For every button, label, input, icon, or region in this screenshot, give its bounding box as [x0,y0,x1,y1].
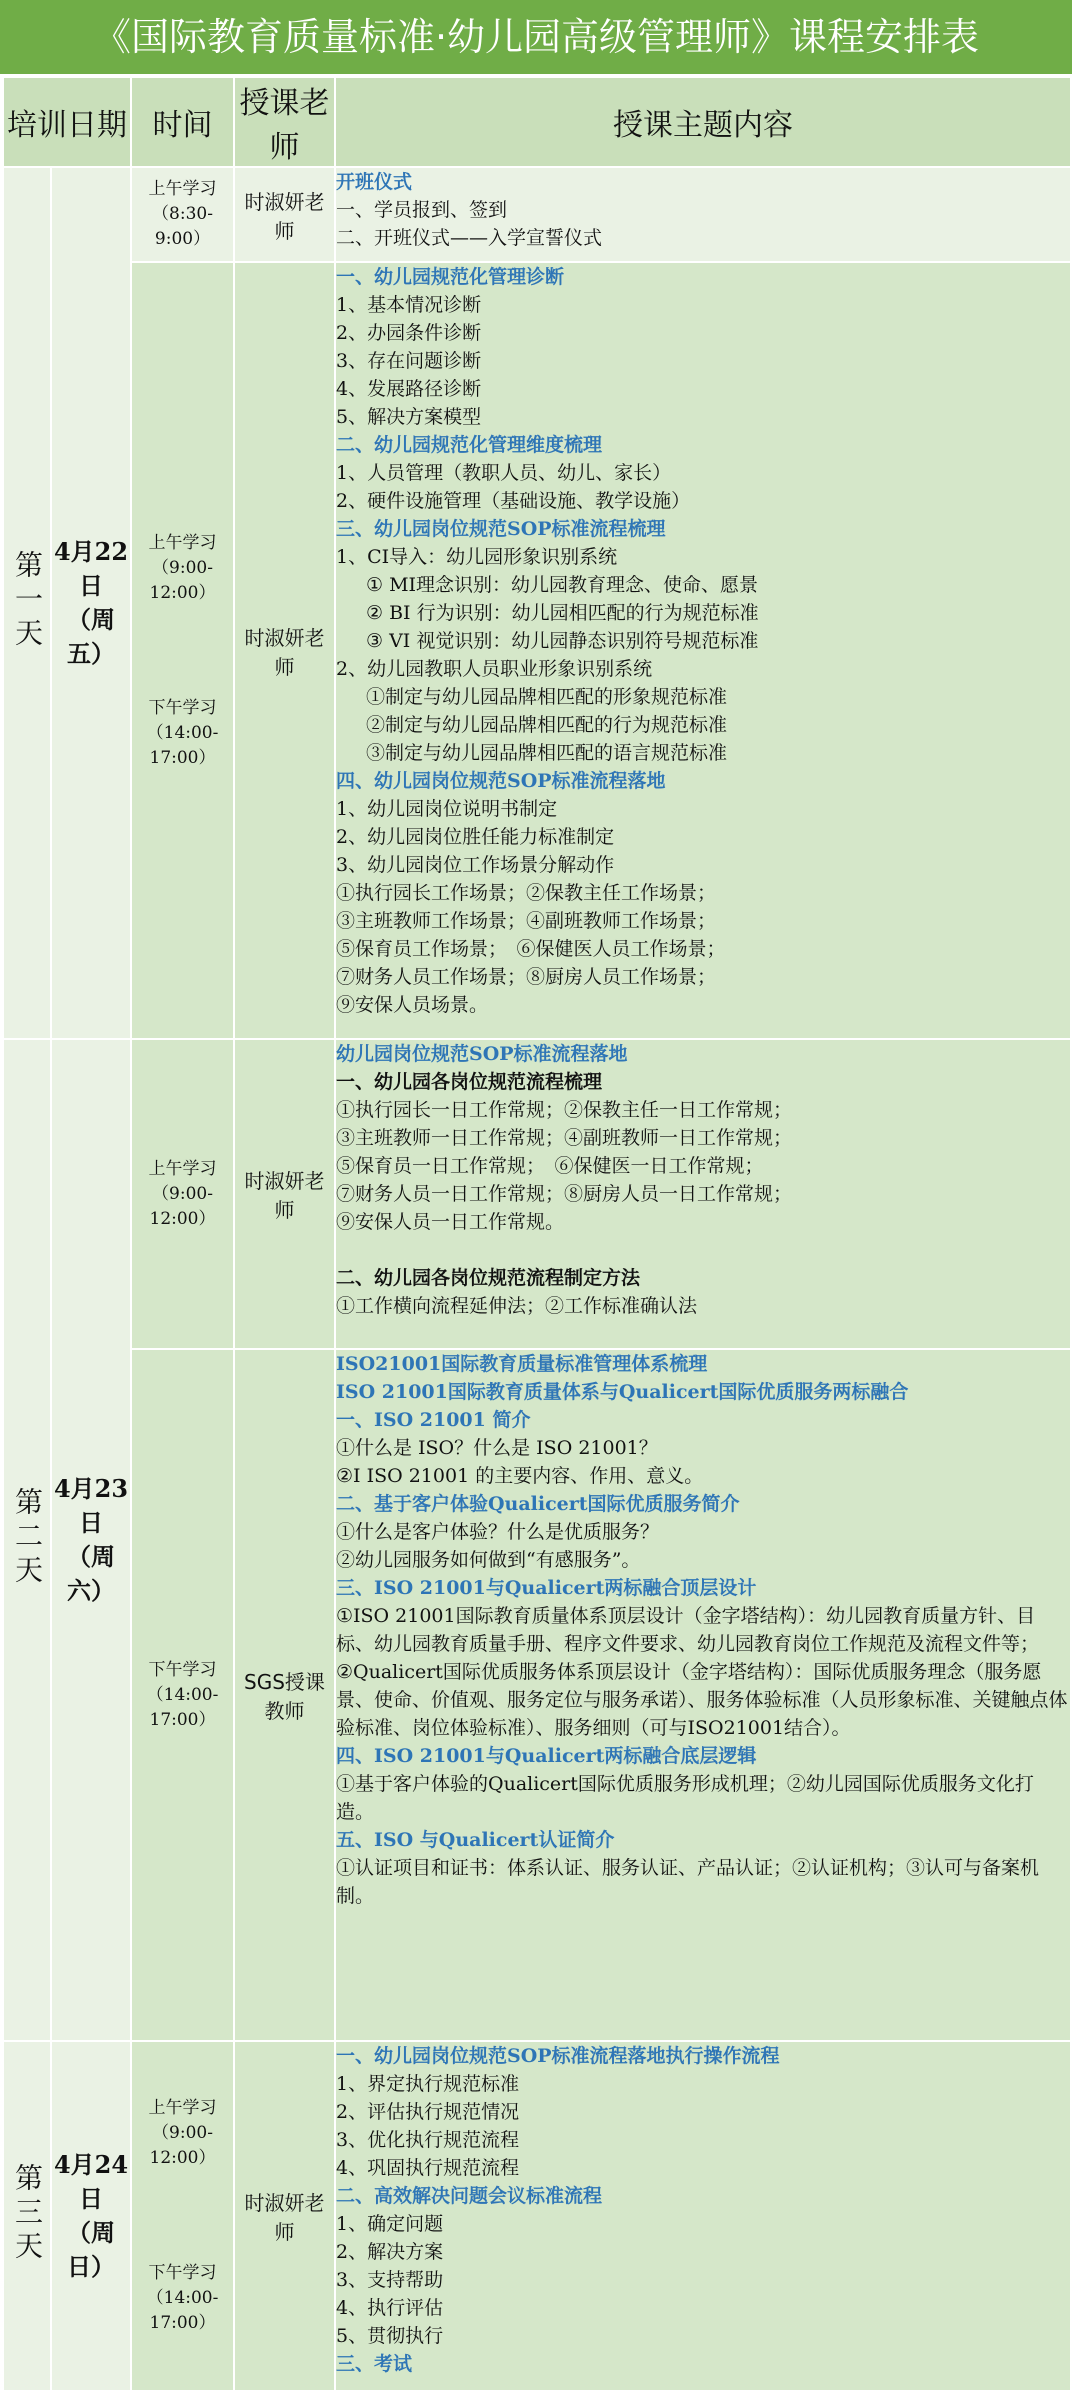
topic-item: 1、基本情况诊断 [336,294,482,316]
time-label: 上午学习 [148,179,217,199]
topic-cell [335,167,1071,262]
section-heading: 四、ISO 21001与Qualicert两标融合底层逻辑 [336,1745,757,1767]
time-range: （14:00-17:00） [146,1684,219,1730]
header-row [3,77,1071,167]
topic-item: 1、CI导入：幼儿园形象识别系统 [336,546,618,568]
topic-item: ⑨安保人员场景。 [336,994,489,1016]
topic-subitem: ②制定与幼儿园品牌相匹配的行为规范标准 [366,714,728,736]
section-heading: 幼儿园岗位规范SOP标准流程落地 [336,1043,628,1065]
topic-subitem: ② BI 行为识别：幼儿园相匹配的行为规范标准 [366,602,759,624]
day-label: 第一天 [11,550,44,652]
weekday-text: （周日） [67,2218,115,2281]
time-label: 上午学习 [148,1158,217,1179]
time-cell [131,2041,234,2391]
topic-item: ③主班教师工作场景；④副班教师工作场景； [336,910,717,932]
time-range: （9:00-12:00） [149,2123,216,2168]
time-cell [131,1349,234,2041]
section-heading: 一、幼儿园岗位规范SOP标准流程落地执行操作流程 [336,2045,780,2067]
topic-item: 3、幼儿园岗位工作场景分解动作 [336,854,615,876]
topic-item: 2、硬件设施管理（基础设施、教学设施） [336,490,691,512]
session-row [3,167,1071,262]
topic-item: ⑦财务人员工作场景；⑧厨房人员工作场景； [336,966,717,988]
day-label-cell [3,2041,51,2391]
day-label: 第二天 [11,1487,44,1589]
date-cell [51,167,131,1039]
topic-item: ①执行园长一日工作常规；②保教主任一日工作常规； [336,1099,793,1121]
topic-subitem: ③ VI 视觉识别：幼儿园静态识别符号规范标准 [366,630,759,652]
session-row [3,1349,1071,2041]
topic-item: 4、发展路径诊断 [336,378,482,400]
weekday-text: （周五） [67,605,115,668]
section-heading: 一、幼儿园各岗位规范流程梳理 [336,1071,603,1093]
topic-item: ②Qualicert国际优质服务体系顶层设计（金字塔结构）：国际优质服务理念（服务愿景、使命、价值观、服务定位与服务承诺）、服务体验标准（人员形象标准、关键触点体验标准、岗位体验标准）、服务细则（可与ISO21001结合）。 [336,1661,1068,1739]
topic-item: ①基于客户体验的Qualicert国际优质服务形成机理；②幼儿园国际优质服务文化打造。 [336,1773,1034,1823]
section-heading: 一、幼儿园规范化管理诊断 [336,266,565,288]
topic-item: ①什么是客户体验？什么是优质服务？ [336,1521,660,1543]
topic-item: 3、存在问题诊断 [336,350,482,372]
teacher-cell: 时淑妍老师 [234,2041,335,2391]
day-label-cell [3,167,51,1039]
topic-item: 2、评估执行规范情况 [336,2101,520,2123]
weekday-text: （周六） [67,1542,115,1605]
topic-item: ⑤保育员工作场景； ⑥保健医人员工作场景； [336,938,726,960]
schedule-table [2,76,1072,2392]
topic-item: 2、幼儿园岗位胜任能力标准制定 [336,826,615,848]
section-heading: 一、ISO 21001 简介 [336,1409,531,1431]
topic-item: 1、人员管理（教职人员、幼儿、家长） [336,462,672,484]
time-cell [131,167,234,262]
section-heading: 三、考试 [336,2353,413,2375]
time-range: （8:30-9:00） [152,204,213,249]
section-heading: ISO 21001国际教育质量体系与Qualicert国际优质服务两标融合 [336,1381,909,1403]
day-label-cell [3,1039,51,2041]
topic-item: 1、界定执行规范标准 [336,2073,520,2095]
section-heading: 开班仪式 [336,171,413,193]
teacher-cell: SGS授课教师 [234,1349,335,2041]
time-cell [131,1039,234,1349]
time-label: 上午学习 [148,2098,217,2118]
topic-item: ⑦财务人员一日工作常规；⑧厨房人员一日工作常规； [336,1183,793,1205]
topic-item: ①ISO 21001国际教育质量体系顶层设计（金字塔结构）：幼儿园教育质量方针、目标、幼儿园教育质量手册、程序文件要求、幼儿园教育岗位工作规范及流程文件等； [336,1605,1040,1655]
time-label: 下午学习 [148,1659,217,1680]
header-topic: 授课主题内容 [335,77,1071,167]
time-label: 下午学习 [148,697,217,718]
topic-item: ③主班教师一日工作常规；④副班教师一日工作常规； [336,1127,793,1149]
topic-cell [335,1039,1071,1349]
header-date: 培训日期 [3,77,131,167]
time-range: （14:00-17:00） [146,2288,219,2333]
section-heading: 二、幼儿园规范化管理维度梳理 [336,434,603,456]
date-cell [51,1039,131,2041]
teacher-cell: 时淑妍老师 [234,1039,335,1349]
section-heading: 三、ISO 21001与Qualicert两标融合顶层设计 [336,1577,757,1599]
time-label: 上午学习 [148,532,217,553]
topic-item: 1、幼儿园岗位说明书制定 [336,798,558,820]
day-label: 第三天 [11,2163,44,2265]
topic-item: 4、执行评估 [336,2297,444,2319]
topic-item: 4、巩固执行规范流程 [336,2157,520,2179]
topic-subitem: ③制定与幼儿园品牌相匹配的语言规范标准 [366,742,728,764]
teacher-cell: 时淑妍老师 [234,167,335,262]
topic-item: ①认证项目和证书：体系认证、服务认证、产品认证；②认证机构；③认可与备案机制。 [336,1857,1040,1907]
topic-item: 5、贯彻执行 [336,2325,444,2347]
section-heading: 五、ISO 与Qualicert认证简介 [336,1829,615,1851]
time-range: （9:00-12:00） [149,1183,216,1229]
session-row [3,262,1071,1039]
time-label: 下午学习 [148,2263,217,2283]
topic-item: ①什么是 ISO？什么是 ISO 21001？ [336,1437,658,1459]
teacher-cell: 时淑妍老师 [234,262,335,1039]
topic-item: ①执行园长工作场景；②保教主任工作场景； [336,882,717,904]
topic-item: ⑤保育员一日工作常规； ⑥保健医一日工作常规； [336,1155,764,1177]
header-teacher: 授课老师 [234,77,335,167]
topic-item: ①工作横向流程延伸法；②工作标准确认法 [336,1295,698,1317]
date-text: 4月24日 [53,2150,129,2213]
time-cell [131,262,234,1039]
section-heading: 四、幼儿园岗位规范SOP标准流程落地 [336,770,666,792]
section-heading: 三、幼儿园岗位规范SOP标准流程梳理 [336,518,666,540]
topic-item: ②I ISO 21001 的主要内容、作用、意义。 [336,1465,704,1487]
date-text: 4月23日 [53,1474,129,1537]
date-text: 4月22日 [53,537,129,600]
spacer [336,1236,1070,1264]
topic-item: 1、确定问题 [336,2213,444,2235]
topic-item: 5、解决方案模型 [336,406,482,428]
topic-subitem: ① MI理念识别：幼儿园教育理念、使命、愿景 [366,574,759,596]
session-row [3,1039,1071,1349]
session-row [3,2041,1071,2391]
section-heading: 二、幼儿园各岗位规范流程制定方法 [336,1267,641,1289]
section-heading: ISO21001国际教育质量标准管理体系梳理 [336,1353,708,1375]
topic-item: 二、开班仪式——入学宣誓仪式 [336,227,603,249]
topic-cell [335,2041,1071,2391]
topic-item: 2、幼儿园教职人员职业形象识别系统 [336,658,653,680]
topic-cell [335,262,1071,1039]
topic-item: ②幼儿园服务如何做到“有感服务”。 [336,1549,641,1571]
topic-cell [335,1349,1071,2041]
section-heading: 二、高效解决问题会议标准流程 [336,2185,603,2207]
section-heading: 二、基于客户体验Qualicert国际优质服务简介 [336,1493,740,1515]
topic-item: 3、支持帮助 [336,2269,444,2291]
topic-item: 一、学员报到、签到 [336,199,508,221]
topic-item: 2、解决方案 [336,2241,444,2263]
header-time: 时间 [131,77,234,167]
topic-item: 2、办园条件诊断 [336,322,482,344]
topic-subitem: ①制定与幼儿园品牌相匹配的形象规范标准 [366,686,728,708]
date-cell [51,2041,131,2391]
topic-item: ⑨安保人员一日工作常规。 [336,1211,565,1233]
time-range: （14:00-17:00） [146,722,219,768]
page-title: 《国际教育质量标准·幼儿园高级管理师》课程安排表 [0,0,1072,74]
topic-item: 3、优化执行规范流程 [336,2129,520,2151]
time-range: （9:00-12:00） [149,557,216,603]
